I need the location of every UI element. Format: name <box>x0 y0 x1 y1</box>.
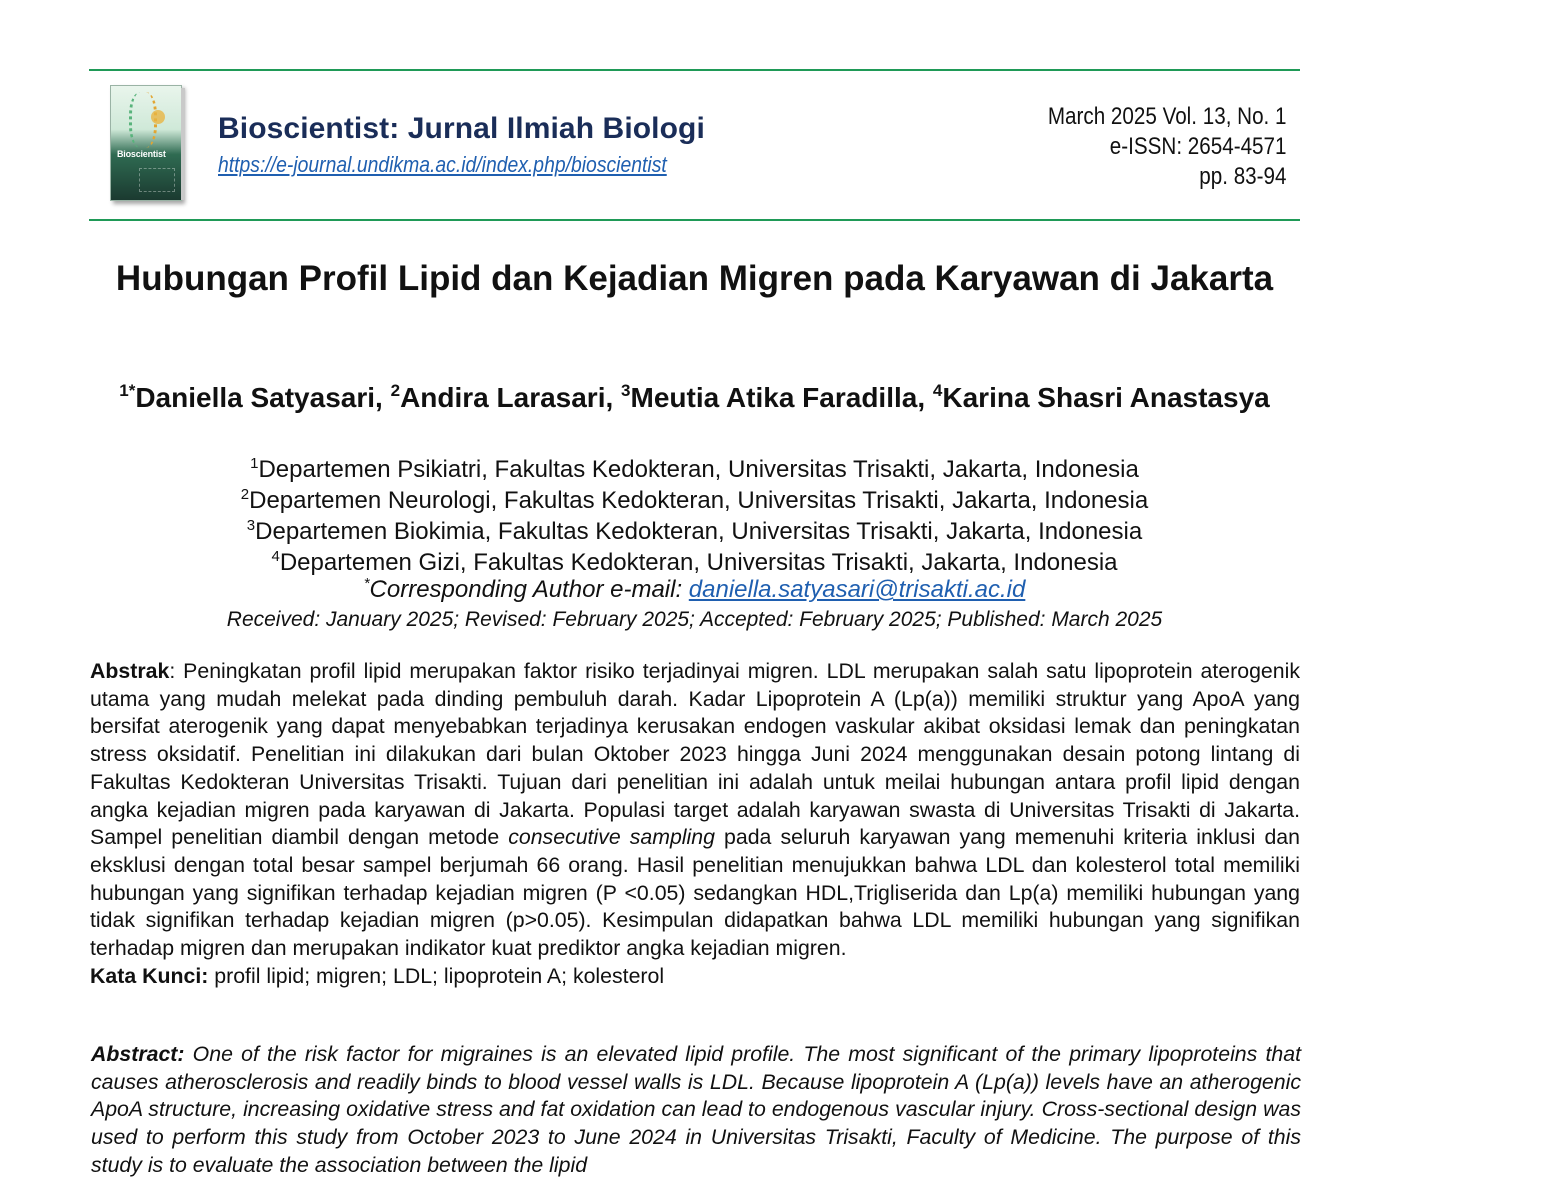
issue-volume: March 2025 Vol. 13, No. 1 <box>1047 103 1286 130</box>
keywords-label: Kata Kunci: <box>90 963 209 988</box>
cover-cell-graphic <box>151 110 165 124</box>
journal-cover-image <box>110 85 182 201</box>
author <box>933 382 1270 413</box>
submission-dates: Received: January 2025; Revised: February 2025; Accepted: February 2025; Published: March 2025 <box>226 608 1163 631</box>
abstrak-label: Abstrak <box>90 659 170 683</box>
abstrak-text: : Peningkatan profil lipid merupakan faktor risiko terjadinyai migren. LDL merupakan salah satu lipoprotein aterogenik utama yang mudah melekat pada dinding pembuluh darah. Kadar Lipoprotein A (Lp(a)) memiliki struktur yang ApoA yang bersifat aterogenik yang dapat menyebabkan terjadinya kerusakan endogen vaskular akibat oksidasi lemak dan peningkatan stress oksidatif. Penelitian ini dilakukan dari bulan Oktober 2023 hingga Juni 2024 menggunakan desain potong lintang di Fakultas Kedokteran Universitas Trisakti. Tujuan dari penelitian ini adalah untuk meilai hubungan antara profil lipid dengan angka kejadian migren pada karyawan di Jakarta. Populasi target adalah karyawan swasta di Universitas Trisakti di Jakarta. Sampel penelitian diambil dengan metode <box>90 659 1300 850</box>
abstrak-section <box>90 658 1300 990</box>
author: $^{1*}$Daniella Satyasari, <box>119 381 391 413</box>
affiliation: $^1$Departemen Psikiatri, Fakultas Kedokteran, Universitas Trisakti, Jakarta, Indonesia <box>250 455 1139 483</box>
author-sup: 1* <box>119 381 136 400</box>
header-top-rule <box>89 69 1300 71</box>
header-bottom-rule <box>89 219 1300 221</box>
author-sup: 3 <box>621 381 631 400</box>
abstract-text: One of the risk factor for migraines is an elevated lipid profile. The most significant of the primary lipoproteins that causes atherosclerosis and readily binds to blood vessel walls is LDL. Because lipoprotein A (Lp(a)) levels have an atherogenic ApoA structure, increasing oxidative stress and fat oxidation can lead to endogenous vascular injury. Cross-sectional design was used to perform this study from October 2023 to June 2024 in Universitas Trisakti, Faculty of Medicine. The purpose of this study is to evaluate the association between the lipid <box>91 1042 1301 1177</box>
issue-info <box>1009 102 1287 192</box>
issue-pages: pp. 83-94 <box>1198 163 1286 190</box>
keywords-text: profil lipid; migren; LDL; lipoprotein A; kolesterol <box>208 963 665 988</box>
abstrak-italic-term: consecutive sampling <box>508 825 715 850</box>
abstract-label: Abstract: <box>91 1042 185 1066</box>
journal-url-link[interactable]: https://e-journal.undikma.ac.id/index.php/bioscientist <box>218 152 667 177</box>
journal-title: Bioscientist: Jurnal Ilmiah Biologi <box>218 112 705 145</box>
affiliation: $^2$Departemen Neurologi, Fakultas Kedokteran, Universitas Trisakti, Jakarta, Indonesia <box>240 486 1149 514</box>
author-sup: 2 <box>390 381 401 400</box>
affiliation: $^4$Departemen Gizi, Fakultas Kedokteran, Universitas Trisakti, Jakarta, Indonesia <box>271 548 1118 576</box>
affiliation: $^3$Departemen Biokimia, Fakultas Kedokteran, Universitas Trisakti, Jakarta, Indonesia <box>246 517 1143 545</box>
author-name: Meutia Atika Faradilla <box>630 382 918 413</box>
author-list <box>89 380 1300 416</box>
cover-spine <box>181 88 185 200</box>
author-name: Daniella Satyasari <box>135 382 376 413</box>
author: $^2$Andira Larasari, <box>390 381 622 413</box>
cover-brand-text: Bioscientist <box>117 149 166 159</box>
corresponding-email-link[interactable]: daniella.satyasari@trisakti.ac.id <box>688 576 1026 603</box>
author: $^3$Meutia Atika Faradilla, <box>621 381 933 413</box>
paper-title: Hubungan Profil Lipid dan Kejadian Migren pada Karyawan di Jakarta <box>115 259 1274 298</box>
author-sup: 4 <box>932 381 943 400</box>
cover-pattern <box>139 168 175 192</box>
corresponding-author: *Corresponding Author e-mail: daniella.satyasari@trisakti.ac.id <box>363 575 1026 603</box>
corresponding-label: Corresponding Author e-mail: <box>369 576 689 603</box>
author-name: Andira Larasari <box>400 382 606 413</box>
abstrak-text-continued: pada seluruh karyawan yang memenuhi kriteria inklusi dan eksklusi dengan total besar sampel berjumah 66 orang. Hasil penelitian menujukkan bahwa LDL dan kolesterol total memiliki hubungan yang signifikan terhadap kejadian migren (P <0.05) sedangkan HDL,Trigliserida dan Lp(a) memiliki hubungan yang tidak signifikan terhadap kejadian migren (p>0.05). Kesimpulan didapatkan bahwa LDL memiliki hubungan yang signifikan terhadap migren dan merupakan indikator kuat prediktor angka kejadian migren. <box>90 825 1300 961</box>
issue-eissn: e-ISSN: 2654-4571 <box>1109 133 1286 160</box>
abstract-section <box>91 1041 1301 1180</box>
author-name: Karina Shasri Anastasya <box>942 382 1270 413</box>
affiliation-list <box>89 454 1300 578</box>
